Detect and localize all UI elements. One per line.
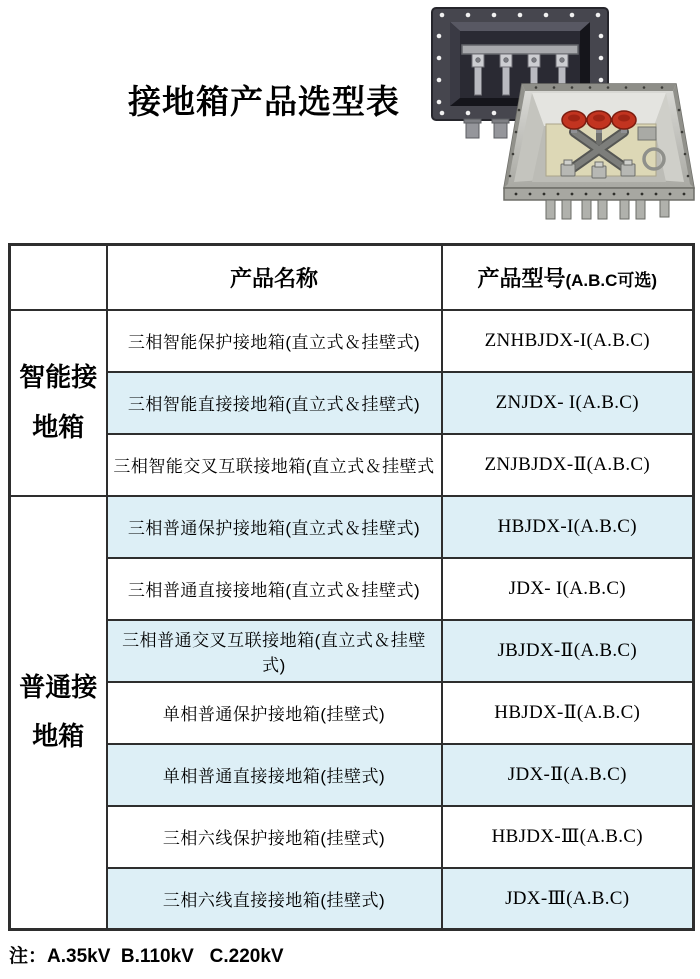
header-model-label: 产品型号 (477, 265, 566, 291)
table-header-row (10, 245, 694, 310)
page-title: 接地箱产品选型表 (128, 83, 400, 120)
product-model-cell: HBJDX-Ⅲ(A.B.C) (442, 806, 694, 868)
table-row (10, 868, 694, 930)
header-product-model (442, 245, 694, 310)
product-name-cell: 单相普通直接接地箱(挂壁式) (107, 744, 442, 806)
product-model-cell: ZNJBJDX-Ⅱ(A.B.C) (442, 434, 694, 496)
dark-box-busbar (462, 45, 578, 54)
product-name-cell: 三相普通保护接地箱(直立式＆挂壁式) (107, 496, 442, 558)
group-label-line: 地箱 (32, 721, 85, 752)
product-model-cell: JDX-Ⅲ(A.B.C) (442, 868, 694, 930)
product-name-cell: 三相六线直接接地箱(挂壁式) (107, 868, 442, 930)
product-selection-table (8, 243, 695, 931)
product-name-cell: 三相普通直接接地箱(直立式＆挂壁式) (107, 558, 442, 620)
product-model-cell: ZNJDX- I(A.B.C) (442, 372, 694, 434)
table-row (10, 496, 694, 558)
product-model-cell: HBJDX-Ⅱ(A.B.C) (442, 682, 694, 744)
group-label-line: 地箱 (32, 411, 85, 442)
table-row (10, 806, 694, 868)
red-insulator-caps (562, 111, 636, 133)
table-row (10, 372, 694, 434)
bottom-terminals (561, 160, 635, 178)
product-name-cell: 三相六线保护接地箱(挂壁式) (107, 806, 442, 868)
product-name-cell: 三相智能交叉互联接地箱(直立式＆挂壁式 (107, 434, 442, 496)
stainless-box-illustration (502, 80, 696, 226)
table-row (10, 558, 694, 620)
product-model-cell: JDX- I(A.B.C) (442, 558, 694, 620)
cable-glands (546, 200, 669, 219)
table-row (10, 682, 694, 744)
product-name-cell: 单相普通保护接地箱(挂壁式) (107, 682, 442, 744)
product-model-cell: JDX-Ⅱ(A.B.C) (442, 744, 694, 806)
product-name-cell: 三相智能直接接地箱(直立式＆挂壁式) (107, 372, 442, 434)
group-label-line: 智能接 (19, 362, 98, 393)
header-group-cell (10, 245, 107, 310)
product-model-cell: ZNHBJDX-I(A.B.C) (442, 310, 694, 372)
table-row (10, 310, 694, 372)
product-name-cell: 三相普通交叉互联接地箱(直立式＆挂壁式) (107, 620, 442, 682)
product-model-cell: JBJDX-Ⅱ(A.B.C) (442, 620, 694, 682)
table-row (10, 744, 694, 806)
table-row (10, 434, 694, 496)
header-product-name: 产品名称 (107, 245, 442, 310)
group-cell-smart (10, 310, 107, 496)
product-model-cell: HBJDX-I(A.B.C) (442, 496, 694, 558)
group-label-line: 普通接 (19, 671, 98, 702)
product-name-cell: 三相智能保护接地箱(直立式＆挂壁式) (107, 310, 442, 372)
header-model-suffix: (A.B.C可选) (565, 270, 658, 290)
footnote: 注：A.35kV B.110kV C.220kV (9, 946, 284, 967)
group-cell-ordinary (10, 496, 107, 930)
product-photo-stainless-box (502, 80, 696, 226)
table-row (10, 620, 694, 682)
stainless-box-bottom-flange (504, 188, 694, 200)
